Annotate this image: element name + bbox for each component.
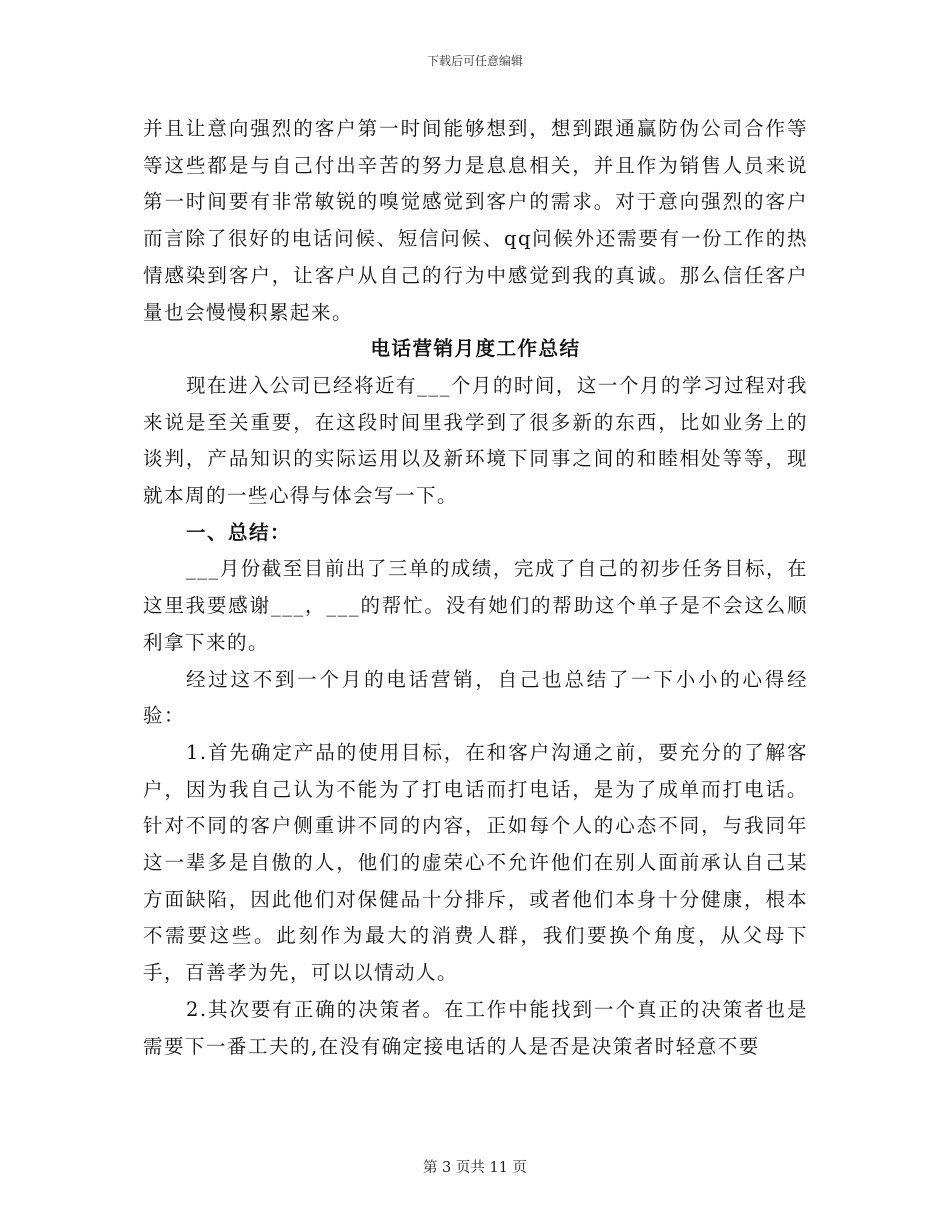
page-header: 下载后可任意编辑 xyxy=(426,54,523,68)
paragraph-5: 2.其次要有正确的决策者。在工作中能找到一个真正的决策者也是需要下一番工夫的,在没有确定接电话的人是否是决策者时轻意不要 xyxy=(143,997,808,1058)
document-title: 电话营销月度工作总结 xyxy=(370,337,581,361)
paragraph-3: 经过这不到一个月的电话营销，自己也总结了一下小小的心得经验： xyxy=(143,667,808,728)
page-footer: 第 3 页共 11 页 xyxy=(422,1160,528,1176)
paragraph-4: 1.首先确定产品的使用目标，在和客户沟通之前，要充分的了解客户，因为我自己认为不能为了打电话而打电话，是为了成单而打电话。针对不同的客户侧重讲不同的内容，正如每个人的心态不同，与我同年这一辈多是自傲的人，他们的虚荣心不允许他们在别人面前承认自己某方面缺陷，因此他们对保健品十分排斥，或者他们本身十分健康，根本不需要这些。此刻作为最大的消费人群，我们要换个角度，从父母下手，百善孝为先，可以以情动人。 xyxy=(143,740,808,985)
document-body xyxy=(143,111,808,1065)
paragraph-2: ___月份截至目前出了三单的成绩，完成了自己的初步任务目标，在这里我要感谢___，___的帮忙。没有她们的帮助这个单子是不会这么顺利拿下来的。 xyxy=(143,557,808,654)
section-heading-summary: 一、总结： xyxy=(186,520,292,544)
paragraph-1: 现在进入公司已经将近有___个月的时间，这一个月的学习过程对我来说是至关重要，在这段时间里我学到了很多新的东西，比如业务上的谈判，产品知识的实际运用以及新环境下同事之间的和睦相处等等，现就本周的一些心得与体会写一下。 xyxy=(143,373,808,508)
paragraph-intro: 并且让意向强烈的客户第一时间能够想到，想到跟通赢防伪公司合作等等这些都是与自己付出辛苦的努力是息息相关，并且作为销售人员来说第一时间要有非常敏锐的嗅觉感觉到客户的需求。对于意向强烈的客户而言除了很好的电话问候、短信问候、qq问候外还需要有一份工作的热情感染到客户，让客户从自己的行为中感觉到我的真诚。那么信任客户量也会慢慢积累起来。 xyxy=(143,117,808,324)
